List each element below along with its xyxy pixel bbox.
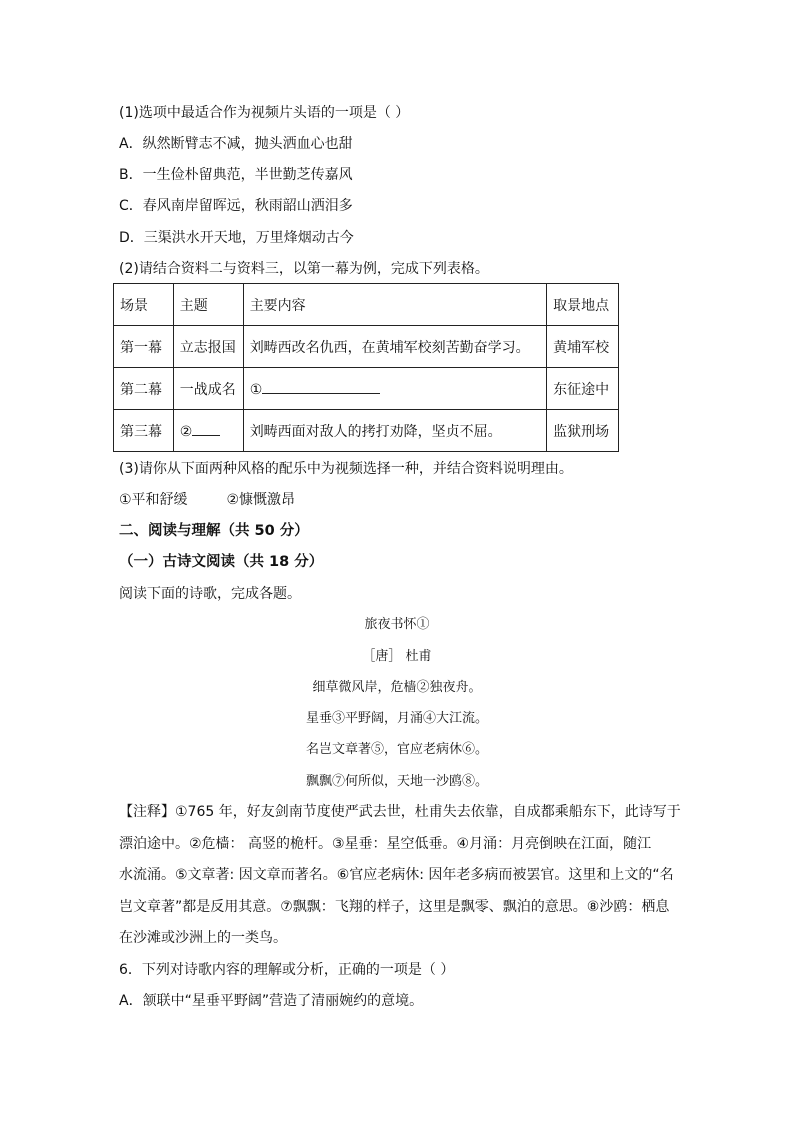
question-6-option-a: A．颔联中“星垂平野阔”营造了清丽婉约的意境。: [119, 993, 424, 1009]
table-cell: 立志报国: [173, 326, 243, 368]
section-title: 二、阅读与理解（共 50 分）: [119, 523, 309, 539]
choice-passionate: ②慷慨激昂: [226, 492, 296, 508]
table-header-cell: 场景: [114, 284, 174, 326]
question-6-stem: 6．下列对诗歌内容的理解或分析，正确的一项是（ ）: [119, 962, 455, 978]
annotation-line: 在沙滩或沙洲上的一类鸟。: [119, 930, 287, 946]
blank-marker: ①: [249, 382, 263, 398]
table-cell: 第三幕: [114, 410, 174, 452]
reading-instruction: 阅读下面的诗歌，完成各题。: [119, 586, 301, 602]
table-row: [114, 410, 619, 452]
table-cell: [243, 368, 546, 410]
poem-line: 飘飘⑦何所似，天地一沙鸥⑧。: [305, 774, 488, 789]
poem-author: ［唐］ 杜甫: [362, 649, 432, 664]
table-cell: 刘畴西面对敌人的拷打劝降，坚贞不屈。: [243, 410, 546, 452]
blank-marker: ②: [179, 424, 193, 440]
choice-calm: ①平和舒缓: [119, 492, 188, 508]
table-cell: 刘畴西改名仇西，在黄埔军校刻苦勤奋学习。: [243, 326, 546, 368]
poem-title: 旅夜书怀①: [364, 617, 430, 632]
table-cell: 第二幕: [114, 368, 174, 410]
annotation-line: 水流涌。⑤文章著: 因文章而著名。⑥官应老病休: 因年老多病而被罢官。这里和上文的“名: [119, 867, 674, 883]
option-a: A．纵然断臂志不减，抛头洒血心也甜: [119, 136, 353, 152]
annotation-line: 岂文章著”都是反用其意。⑦飘飘：飞翔的样子，这里是飘零、飘泊的意思。⑧沙鸥：栖息: [119, 899, 670, 915]
table-cell: [173, 410, 243, 452]
scene-table: [113, 283, 619, 452]
table-header-row: [114, 284, 619, 326]
answer-blank-1[interactable]: [262, 379, 380, 394]
annotation-line: 【注释】①765 年，好友剑南节度使严武去世，杜甫失去依靠，自成都乘船东下，此诗写于: [119, 804, 681, 820]
table-cell: 一战成名: [173, 368, 243, 410]
table-header-cell: 主要内容: [243, 284, 546, 326]
option-b: B．一生俭朴留典范，半世勤芝传嘉风: [119, 167, 353, 183]
table-row: [114, 368, 619, 410]
table-header-cell: 主题: [173, 284, 243, 326]
table-cell: 黄埔军校: [547, 326, 619, 368]
table-row: [114, 326, 619, 368]
table-header-cell: 取景地点: [547, 284, 619, 326]
question-1-stem: (1)选项中最适合作为视频片头语的一项是（ ）: [119, 105, 410, 121]
table-cell: 东征途中: [547, 368, 619, 410]
poem-line: 名岂文章著⑤，官应老病休⑥。: [305, 742, 488, 757]
option-d: D．三渠洪水开天地，万里烽烟动古今: [119, 230, 354, 246]
question-2-stem: (2)请结合资料二与资料三，以第一幕为例，完成下列表格。: [119, 261, 489, 277]
option-c: C．春风南岸留晖远，秋雨韶山洒泪多: [119, 198, 353, 214]
table-cell: 监狱刑场: [547, 410, 619, 452]
poem-line: 细草微风岸，危樯②独夜舟。: [312, 680, 482, 695]
subsection-title: （一）古诗文阅读（共 18 分）: [119, 554, 324, 570]
answer-blank-2[interactable]: [192, 421, 220, 436]
annotation-line: 漂泊途中。②危樯： 高竖的桅杆。③星垂：星空低垂。④月涌：月亮倒映在江面，随江: [119, 836, 652, 852]
question-3-stem: (3)请你从下面两种风格的配乐中为视频选择一种，并结合资料说明理由。: [119, 461, 573, 477]
poem-line: 星垂③平野阔，月涌④大江流。: [305, 711, 488, 726]
music-choices: [119, 490, 295, 510]
table-cell: 第一幕: [114, 326, 174, 368]
